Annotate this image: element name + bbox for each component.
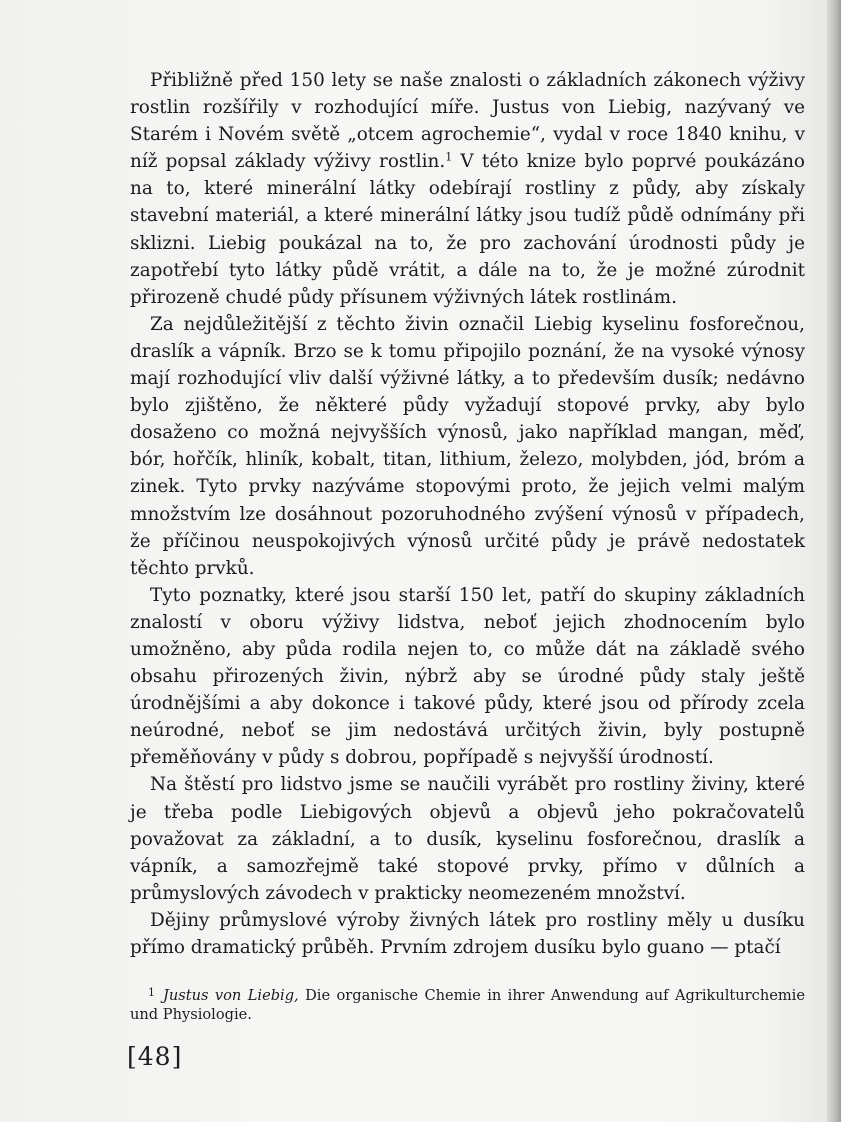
- page-binding-shadow: [827, 0, 841, 1122]
- page-number: [48]: [127, 1042, 183, 1071]
- footnote-number: 1: [148, 986, 155, 999]
- paragraph-1-text-a: Přibližně před 150 lety se naše znalosti o základních zákonech výživy rostlin rozšířily v rozhodující míře. Justus von Liebig, nazývaný ve Starém i Novém světě „otcem agrochemie“, vydal v roce 1840 knihu, v níž popsal základy výživy rostlin.: [130, 70, 805, 173]
- main-text: [130, 67, 805, 961]
- paragraph-1: [130, 67, 805, 311]
- footnote-author: Justus von Liebig,: [163, 986, 299, 1004]
- paragraph-5: Dějiny průmyslové výroby živných látek pro rostliny měly u dusíku přímo dramatický průběh. Prvním zdrojem dusíku bylo guano — ptačí: [130, 909, 805, 958]
- footnote: [130, 983, 805, 1024]
- footnote-reference[interactable]: 1: [445, 150, 453, 164]
- paragraph-1-text-b: V této knize bylo poprvé poukázáno na to, které minerální látky odebírají rostliny z půdy, aby získaly stavební materiál, a které minerální látky jsou tudíž půdě odnímány při sklizni. Liebig poukázal na to, že pro zachování úrodnosti půdy je zapotřebí tyto látky půdě vrátit, a dále na to, že je možné zúrodnit přirozeně chudé půdy přísunem výživných látek rostlinám.: [130, 151, 805, 308]
- paragraph-2: Za nejdůležitější z těchto živin označil Liebig kyselinu fosforečnou, draslík a vápník. Brzo se k tomu připojilo poznání, že na vysoké výnosy mají rozhodující vliv další výživné látky, a to především dusík; nedávno bylo zjištěno, že některé půdy vyžadují stopové prvky, aby bylo dosaženo co možná nejvyšších výnosů, jako například mangan, měď, bór, hořčík, hliník, kobalt, titan, lithium, železo, molybden, jód, bróm a zinek. Tyto prvky nazýváme stopovými proto, že jejich velmi malým množstvím lze dosáhnout pozoruhodného zvýšení výnosů v případech, že příčinou neuspokojivých výnosů určité půdy je právě nedostatek těchto prvků.: [130, 313, 805, 579]
- paragraph-3: Tyto poznatky, které jsou starší 150 let, patří do skupiny základních znalostí v oboru výživy lidstva, neboť jejich zhodnocením bylo umožněno, aby půda rodila nejen to, co může dát na základě svého obsahu přirozených živin, nýbrž aby se úrodné půdy staly ještě úrodnějšími a aby dokonce i takové půdy, které jsou od přírody zcela neúrodné, neboť se jim nedostává určitých živin, byly postupně přeměňovány v půdy s dobrou, popřípadě s nejvyšší úrodností.: [130, 584, 805, 769]
- paragraph-4: Na štěstí pro lidstvo jsme se naučili vyrábět pro rostliny živiny, které je třeba podle Liebigových objevů a objevů jeho pokračovatelů považovat za základní, a to dusík, kyselinu fosforečnou, draslík a vápník, a samozřejmě také stopové prvky, přímo v důlních a průmyslových závodech v prakticky neomezeném množství.: [130, 774, 805, 904]
- footnote-text: Die organische Chemie in ihrer Anwendung auf Agrikulturchemie und Physiologie.: [130, 986, 805, 1023]
